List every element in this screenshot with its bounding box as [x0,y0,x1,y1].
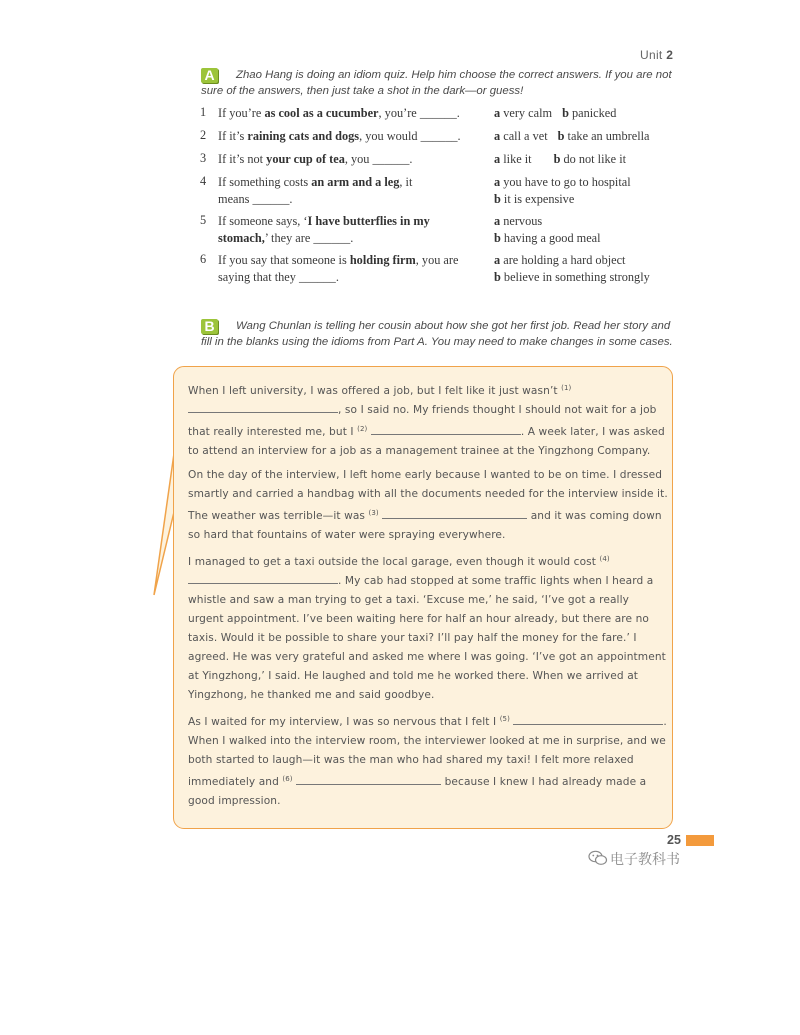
option-b[interactable]: panicked [571,106,617,120]
page-number-accent-bar [686,835,714,846]
section-b-instructions-text: Wang Chunlan is telling her cousin about how she got her first job. Read her story and fill in the blanks using the idioms from Part A. You may need to make changes in some cases. [201,320,673,348]
option-a[interactable]: nervous [503,214,543,228]
unit-word: Unit [640,48,663,62]
blank-2-field[interactable] [371,423,521,435]
blank-6-field[interactable] [296,773,441,785]
quiz-item-number: 4 [200,174,207,188]
quiz-item-stem: If something costs an arm and a leg, it means ______. [218,175,413,206]
blank-number: (1) [561,384,572,392]
story-text [188,379,668,816]
watermark-text: 电子教科书 [610,852,680,868]
quiz-options: a nervous b having a good meal [494,214,601,245]
blank-number: (4) [599,555,610,563]
option-a[interactable]: you have to go to hospital [503,175,631,189]
option-b[interactable]: it is expensive [503,192,575,206]
quiz-item-number: 5 [200,213,207,227]
section-b-instructions [201,318,681,350]
blank-3-field[interactable] [382,507,527,519]
option-a[interactable]: very calm [503,106,553,120]
blank-4-field[interactable] [188,572,338,584]
option-b[interactable]: take an umbrella [567,129,650,143]
page-number: 25 [667,833,681,847]
story-paragraph: As I waited for my interview, I was so nervous that I felt I $^{(5)}$ . When I walked into the interview room, the interviewer looked at me in surprise, and we both started to laugh—it was the man who had shared my taxi! I felt more relaxed immediately and $^{(6)}$ because I knew I had already made a good impression. [188,715,667,807]
section-a-instructions [201,67,681,99]
quiz-item [200,105,690,128]
blank-number: (2) [357,425,368,433]
quiz-item [200,174,690,213]
quiz-idiom: your cup of tea [266,152,345,166]
blank-number: (6) [282,775,293,783]
quiz-idiom: holding firm [349,253,416,267]
quiz-idiom: an arm and a leg [311,175,400,189]
idiom-quiz [200,105,690,291]
quiz-item [200,128,690,151]
quiz-idiom: as cool as a cucumber [264,106,379,120]
option-b[interactable]: having a good meal [503,231,601,245]
quiz-idiom: raining cats and dogs [247,129,360,143]
option-b[interactable]: do not like it [563,152,627,166]
quiz-options: a very calm b panicked [494,106,617,120]
option-a[interactable]: are holding a hard object [503,253,626,267]
unit-label [640,48,673,62]
watermark [588,849,680,869]
section-b-badge: B [201,319,218,334]
blank-number: (5) [499,715,510,723]
blank-number: (3) [368,509,379,517]
quiz-options: a you have to go to hospital b it is expensive [494,175,631,206]
quiz-item-stem: If you say that someone is holding firm, you are saying that they ______. [218,253,459,284]
story-paragraph: When I left university, I was offered a job, but I felt like it just wasn’t $^{(1)}$ , so I said no. My friends thought I should not wait for a job that really interested me, but I $^{(2)}$ . A week later, I was asked to attend an interview for a job as a management trainee at the Yingzhong Company. [188,384,665,457]
quiz-item-number: 2 [200,128,207,142]
quiz-item-stem: If it’s not your cup of tea, you ______. [218,152,413,166]
quiz-item-number: 6 [200,252,207,266]
quiz-item [200,252,690,291]
quiz-item-stem: If someone says, ‘I have butterflies in my stomach,’ they are ______. [218,214,430,245]
quiz-item [200,151,690,174]
wechat-icon [588,850,608,866]
quiz-item-number: 1 [200,105,207,119]
option-b[interactable]: believe in something strongly [503,270,650,284]
quiz-item [200,213,690,252]
quiz-options: a like it b do not like it [494,152,627,166]
quiz-options: a call a vet b take an umbrella [494,129,650,143]
section-a-badge: A [201,68,218,83]
option-a[interactable]: like it [503,152,532,166]
story-paragraph: On the day of the interview, I left home early because I wanted to be on time. I dressed smartly and carried a handbag with all the documents needed for the interview inside it. The weather was terrible—it was $^{(3)}$ and it was coming down so hard that fountains of water were spraying everywhere. [188,469,668,541]
blank-1-field[interactable] [188,401,338,413]
option-a[interactable]: call a vet [503,129,548,143]
quiz-item-number: 3 [200,151,207,165]
blank-5-field[interactable] [513,713,663,725]
quiz-item-stem: If you’re as cool as a cucumber, you’re ______. [218,106,460,120]
story-paragraph: I managed to get a taxi outside the local garage, even though it would cost $^{(4)}$ . My cab had stopped at some traffic lights when I heard a whistle and saw a man trying to get a taxi. ‘Excuse me,’ he said, ‘I’ve got a really urgent appointment. I’ve been waiting here for half an hour already, but there are no taxis. Would it be possible to share your taxi? I’ll pay half the money for the fare.’ I agreed. He was very grateful and asked me where I was going. ‘I’ve got an appointment at Yingzhong,’ I said. He laughed and told me he worked there. When we arrived at Yingzhong, he thanked me and said goodbye. [188,555,666,701]
quiz-options: a are holding a hard object b believe in something strongly [494,253,650,284]
quiz-item-stem: If it’s raining cats and dogs, you would ______. [218,129,461,143]
quiz-idiom: I have butterflies in my stomach, [218,214,430,245]
section-a-instructions-text: Zhao Hang is doing an idiom quiz. Help him choose the correct answers. If you are not sure of the answers, then just take a shot in the dark—or guess! [201,69,672,97]
unit-number: 2 [666,48,674,62]
